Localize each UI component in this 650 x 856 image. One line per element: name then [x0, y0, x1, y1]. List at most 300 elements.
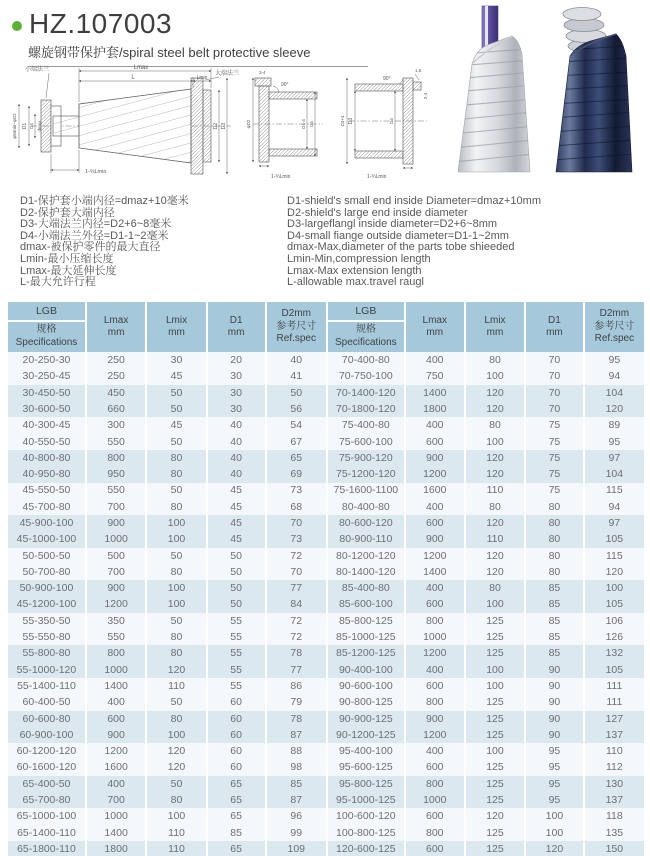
table-cell: 1000 [86, 808, 146, 824]
table-cell: 97 [584, 515, 644, 531]
table-cell: 1000 [86, 531, 146, 547]
table-row [8, 645, 326, 661]
table-cell: 75 [525, 466, 584, 482]
dim-label-lmax: Lmax [133, 65, 149, 71]
table-cell: 80 [465, 352, 525, 368]
table-cell: 550 [86, 434, 146, 450]
table-cell: 90-800-125 [327, 694, 405, 710]
table-cell: 70-750-100 [327, 368, 405, 384]
table-cell: 80-400-80 [327, 499, 405, 515]
table-cell: 900 [86, 727, 146, 743]
table-cell: 137 [584, 727, 644, 743]
table-cell: 400 [86, 694, 146, 710]
table-cell: 70-1800-120 [327, 401, 405, 417]
dim-label-angle-b: 90° [383, 76, 391, 82]
table-cell: 95 [525, 776, 584, 792]
table-row [327, 841, 644, 856]
table-cell: 600 [405, 808, 465, 824]
table-cell: 50-500-50 [8, 548, 86, 564]
table-cell: 1000 [86, 662, 146, 678]
table-cell: 85 [525, 580, 584, 596]
table-cell: 70-400-80 [327, 352, 405, 368]
col-header-d1 [525, 302, 584, 352]
table-cell: 90 [525, 694, 584, 710]
header-label: 规格 [355, 324, 376, 336]
table-cell: 50 [146, 483, 206, 499]
table-row [327, 727, 644, 743]
table-cell: 55 [207, 678, 266, 694]
header-label: mm [107, 327, 125, 339]
table-cell: 135 [584, 825, 644, 841]
table-cell: 120 [465, 564, 525, 580]
table-cell: 50 [207, 580, 266, 596]
table-cell: 105 [584, 531, 644, 547]
table-cell: 55 [207, 662, 266, 678]
table-cell: 98 [266, 760, 326, 776]
table-cell: 900 [405, 711, 465, 727]
table-cell: 55-1000-120 [8, 662, 86, 678]
table-cell: 80-1400-120 [327, 564, 405, 580]
table-cell: 120 [465, 548, 525, 564]
table-cell: 1200 [86, 743, 146, 759]
table-row [8, 499, 326, 515]
dim-label-d3: D3 [221, 122, 227, 130]
header-label: D2mm [599, 308, 630, 320]
table-cell: 95 [525, 760, 584, 776]
table-cell: 70 [525, 352, 584, 368]
table-row [8, 613, 326, 629]
table-cell: 300 [86, 417, 146, 433]
table-cell: 150 [584, 841, 644, 856]
legend-line: D3-largeflangl inside diameter=D2+6~8mm [287, 218, 498, 231]
table-cell: 400 [405, 352, 465, 368]
table-cell: 250 [86, 368, 146, 384]
table-cell: 73 [266, 531, 326, 547]
table-cell: 700 [86, 499, 146, 515]
table-cell: 65 [266, 450, 326, 466]
col-header-specifications [327, 302, 405, 352]
table-cell: 95 [584, 434, 644, 450]
table-cell: 95-400-100 [327, 743, 405, 759]
table-cell: 400 [86, 776, 146, 792]
table-cell: 65-1000-100 [8, 808, 86, 824]
table-cell: 100 [146, 580, 206, 596]
table-cell: 95-600-125 [327, 760, 405, 776]
table-cell: 109 [266, 841, 326, 856]
table-cell: 75 [525, 483, 584, 499]
table-cell: 85-1000-125 [327, 629, 405, 645]
table-cell: 120 [584, 564, 644, 580]
header-label: Ref.spec [594, 333, 635, 345]
table-cell: 45-1200-100 [8, 597, 86, 613]
table-cell: 65-1400-110 [8, 825, 86, 841]
bullet-icon [12, 21, 22, 31]
table-row [327, 825, 644, 841]
table-cell: 80 [525, 515, 584, 531]
table-cell: 80 [146, 711, 206, 727]
table-cell: 750 [405, 368, 465, 384]
table-cell: 90 [525, 727, 584, 743]
table-row [327, 564, 644, 580]
table-cell: 115 [584, 483, 644, 499]
table-row [327, 531, 644, 547]
table-cell: 111 [584, 694, 644, 710]
legend-line: Lmin-最小压缩长度 [20, 252, 114, 265]
table-cell: 1400 [405, 564, 465, 580]
header-label: LGB [328, 305, 404, 322]
table-cell: 50-900-100 [8, 580, 86, 596]
table-cell: 75 [525, 434, 584, 450]
table-cell: 111 [584, 678, 644, 694]
table-cell: 50 [146, 401, 206, 417]
legend-en [287, 196, 541, 289]
product-photo-blue [546, 4, 642, 176]
table-cell: 60 [207, 760, 266, 776]
table-cell: 1200 [405, 466, 465, 482]
col-header-d2 [266, 302, 326, 352]
table-row [327, 776, 644, 792]
table-cell: 115 [584, 548, 644, 564]
legend-line: dmax-Max,diameter of the parts tobe shieeded [287, 241, 515, 254]
table-cell: 100 [146, 808, 206, 824]
table-cell: 120 [584, 401, 644, 417]
table-row [8, 564, 326, 580]
table-cell: 99 [266, 825, 326, 841]
spec-table-right [326, 302, 644, 856]
table-cell: 73 [266, 483, 326, 499]
header-label: D2mm [281, 308, 311, 320]
table-cell: 700 [86, 564, 146, 580]
table-cell: 700 [86, 792, 146, 808]
table-cell: 90 [525, 678, 584, 694]
table-cell: 1200 [405, 548, 465, 564]
table-cell: 1800 [86, 841, 146, 856]
table-cell: 900 [86, 515, 146, 531]
table-cell: 80 [525, 548, 584, 564]
table-row [8, 841, 326, 856]
legend-line: D3-大端法兰内径=D2+6~8毫米 [20, 218, 172, 231]
legend-line: D1-保护套小端内径=dmaz+10毫米 [20, 195, 189, 207]
table-cell: 60 [207, 727, 266, 743]
legend-line: D4-small fiange outside diameter=D1-1~2mm [287, 229, 509, 242]
header-label: Lmax [103, 314, 129, 326]
table-cell: 600 [405, 841, 465, 856]
table-cell: 65-700-80 [8, 792, 86, 808]
table-cell: 95 [584, 352, 644, 368]
dim-label-d3-4: D3+4 [340, 115, 345, 127]
table-cell: 800 [405, 776, 465, 792]
table-cell: 50 [146, 776, 206, 792]
header-label: Lmax [422, 314, 447, 326]
header-label: LGB [8, 305, 85, 322]
table-cell: 660 [86, 401, 146, 417]
table-cell: 50 [207, 548, 266, 564]
table-cell: 1400 [405, 385, 465, 401]
table-row [327, 613, 644, 629]
table-cell: 600 [405, 760, 465, 776]
table-cell: 75-1600-1100 [327, 483, 405, 499]
table-cell: 95 [525, 743, 584, 759]
table-cell: 95-800-125 [327, 776, 405, 792]
legend-line: D4-小端法兰外径=D1-1~2毫米 [20, 229, 169, 242]
table-cell: 30-250-45 [8, 368, 86, 384]
table-cell: 120 [465, 450, 525, 466]
table-cell: 85-1200-125 [327, 645, 405, 661]
table-cell: 100 [465, 678, 525, 694]
dim-label-lmin: Lmin [196, 75, 208, 81]
header-label: 参考尺寸 [276, 320, 317, 332]
table-cell: 127 [584, 711, 644, 727]
table-cell: 72 [266, 629, 326, 645]
header-label: D1 [229, 314, 243, 326]
table-cell: 60-900-100 [8, 727, 86, 743]
table-cell: 125 [465, 629, 525, 645]
table-row [8, 368, 326, 384]
table-cell: 94 [584, 499, 644, 515]
table-row [8, 629, 326, 645]
table-row [327, 434, 644, 450]
table-cell: 1400 [86, 678, 146, 694]
table-cell: 80 [525, 499, 584, 515]
table-cell: 96 [266, 808, 326, 824]
table-cell: 120 [465, 515, 525, 531]
table-cell: 85-800-125 [327, 613, 405, 629]
table-cell: 50-700-80 [8, 564, 86, 580]
table-row [327, 483, 644, 499]
table-cell: 1200 [405, 727, 465, 743]
table-cell: 105 [584, 662, 644, 678]
table-cell: 400 [405, 743, 465, 759]
legend-line: Lmax-最大延伸长度 [20, 264, 117, 277]
table-cell: 350 [86, 613, 146, 629]
table-cell: 550 [86, 483, 146, 499]
table-cell: 120 [465, 466, 525, 482]
table-cell: 85 [525, 645, 584, 661]
table-cell: 60 [207, 711, 266, 727]
table-cell: 137 [584, 792, 644, 808]
table-cell: 1600 [86, 760, 146, 776]
table-row [8, 515, 326, 531]
table-row [8, 385, 326, 401]
table-row [8, 678, 326, 694]
table-cell: 100 [146, 515, 206, 531]
table-cell: 110 [146, 678, 206, 694]
table-cell: 250 [86, 352, 146, 368]
dim-label-d3-b: D3 [348, 117, 354, 125]
table-cell: 85 [525, 613, 584, 629]
dim-label-d4-4: D4-4 [301, 119, 306, 129]
table-row [327, 662, 644, 678]
technical-drawing [4, 62, 434, 184]
table-cell: 55 [207, 613, 266, 629]
table-cell: 126 [584, 629, 644, 645]
table-cell: 100-600-120 [327, 808, 405, 824]
table-row [327, 515, 644, 531]
table-cell: 70 [525, 368, 584, 384]
table-cell: 77 [266, 580, 326, 596]
header-label: 参考尺寸 [594, 320, 635, 332]
dim-label-phi-m: φMmin~φD2 [12, 113, 17, 139]
header-label: mm [486, 327, 504, 339]
table-row [327, 580, 644, 596]
table-row [327, 466, 644, 482]
table-cell: 125 [465, 792, 525, 808]
legend-line: L-最大允许行程 [20, 276, 96, 289]
table-cell: 800 [405, 613, 465, 629]
table-cell: 75-900-120 [327, 450, 405, 466]
table-cell: 70-1400-120 [327, 385, 405, 401]
dim-label-1-5: 1.5 [415, 68, 422, 73]
spec-table-left-body [8, 352, 326, 856]
table-cell: 800 [405, 825, 465, 841]
table-cell: 950 [86, 466, 146, 482]
page-title [12, 8, 172, 40]
table-cell: 45-900-100 [8, 515, 86, 531]
header-label: Lmix [484, 314, 506, 326]
table-cell: 60-400-50 [8, 694, 86, 710]
table-cell: 45 [207, 483, 266, 499]
table-cell: 400 [405, 580, 465, 596]
table-cell: 30-600-50 [8, 401, 86, 417]
table-cell: 90 [525, 662, 584, 678]
table-cell: 89 [584, 417, 644, 433]
header-label: Lmix [165, 314, 188, 326]
table-cell: 69 [266, 466, 326, 482]
table-row [8, 401, 326, 417]
table-cell: 40 [207, 466, 266, 482]
table-header-row [327, 302, 644, 352]
table-cell: 125 [465, 776, 525, 792]
table-row [327, 385, 644, 401]
table-cell: 97 [584, 450, 644, 466]
table-cell: 80-900-110 [327, 531, 405, 547]
table-cell: 125 [465, 760, 525, 776]
table-row [8, 580, 326, 596]
table-cell: 85 [525, 597, 584, 613]
table-cell: 55-800-80 [8, 645, 86, 661]
table-cell: 125 [465, 711, 525, 727]
table-cell: 80 [465, 417, 525, 433]
table-cell: 125 [465, 613, 525, 629]
table-cell: 600 [86, 711, 146, 727]
table-cell: 30 [207, 385, 266, 401]
table-cell: 90-400-100 [327, 662, 405, 678]
table-row [327, 352, 644, 368]
table-cell: 70 [525, 385, 584, 401]
table-cell: 105 [584, 597, 644, 613]
table-cell: 75-600-100 [327, 434, 405, 450]
table-cell: 125 [465, 645, 525, 661]
table-cell: 45-1000-100 [8, 531, 86, 547]
legend-line: D1-shield's small end inside Diameter=dmaz+10mm [287, 195, 541, 207]
table-cell: 120 [465, 385, 525, 401]
table-cell: 55-1400-110 [8, 678, 86, 694]
legend-line: Lmin-Min,compression length [287, 252, 431, 265]
table-cell: 95 [525, 792, 584, 808]
table-cell: 120 [146, 662, 206, 678]
table-cell: 106 [584, 613, 644, 629]
table-row [327, 368, 644, 384]
table-cell: 132 [584, 645, 644, 661]
header-label: mm [426, 327, 444, 339]
table-cell: 100 [146, 531, 206, 547]
table-cell: 50 [207, 597, 266, 613]
table-cell: 75-1200-120 [327, 466, 405, 482]
table-cell: 110 [146, 825, 206, 841]
col-header-d2 [584, 302, 644, 352]
table-cell: 50 [207, 564, 266, 580]
table-cell: 120 [465, 808, 525, 824]
table-cell: 60 [207, 694, 266, 710]
dim-label-3-4-b: 3-4 [423, 92, 428, 100]
table-row [8, 743, 326, 759]
table-cell: 80-600-120 [327, 515, 405, 531]
table-cell: 80 [525, 564, 584, 580]
table-row [8, 352, 326, 368]
table-cell: 88 [266, 743, 326, 759]
table-cell: 104 [584, 385, 644, 401]
table-cell: 80 [465, 580, 525, 596]
dim-label-l: L [131, 75, 135, 81]
table-cell: 80-1200-120 [327, 548, 405, 564]
table-cell: 85-600-100 [327, 597, 405, 613]
table-cell: 110 [584, 743, 644, 759]
table-cell: 100 [525, 825, 584, 841]
table-cell: 41 [266, 368, 326, 384]
header-label: Ref.spec [276, 333, 316, 345]
table-cell: 120 [146, 743, 206, 759]
table-cell: 450 [86, 385, 146, 401]
table-row [8, 711, 326, 727]
table-cell: 1600 [405, 483, 465, 499]
table-cell: 75-400-80 [327, 417, 405, 433]
table-cell: 80 [146, 645, 206, 661]
table-cell: 118 [584, 808, 644, 824]
dim-label-compress-a: 1-⅔Lmin [271, 174, 291, 180]
dim-label-compress: 1-⅔Lmin [85, 169, 107, 175]
table-header-row [8, 302, 326, 352]
table-cell: 100 [465, 662, 525, 678]
table-cell: 65 [207, 776, 266, 792]
legend-line: L-allowable max.travel raugl [287, 276, 424, 289]
table-row [8, 434, 326, 450]
table-cell: 90-900-125 [327, 711, 405, 727]
table-cell: 80 [146, 450, 206, 466]
spec-table-right-body [327, 352, 644, 856]
table-cell: 50 [266, 385, 326, 401]
table-cell: 30-450-50 [8, 385, 86, 401]
dim-label-d2: D2 [213, 122, 219, 130]
table-cell: 80 [146, 466, 206, 482]
table-cell: 40 [207, 417, 266, 433]
table-cell: 900 [405, 531, 465, 547]
table-cell: 50 [146, 613, 206, 629]
dim-label-phi-d2: φD2 [246, 119, 251, 129]
table-cell: 45 [146, 368, 206, 384]
legend-line: D2-保护套大端内径 [20, 206, 115, 219]
table-cell: 68 [266, 499, 326, 515]
table-cell: 1400 [86, 825, 146, 841]
table-row [327, 743, 644, 759]
table-cell: 80 [146, 629, 206, 645]
table-cell: 79 [266, 694, 326, 710]
table-row [8, 548, 326, 564]
table-row [327, 694, 644, 710]
table-cell: 70 [266, 515, 326, 531]
table-cell: 104 [584, 466, 644, 482]
table-row [327, 401, 644, 417]
header-label: mm [227, 327, 245, 339]
